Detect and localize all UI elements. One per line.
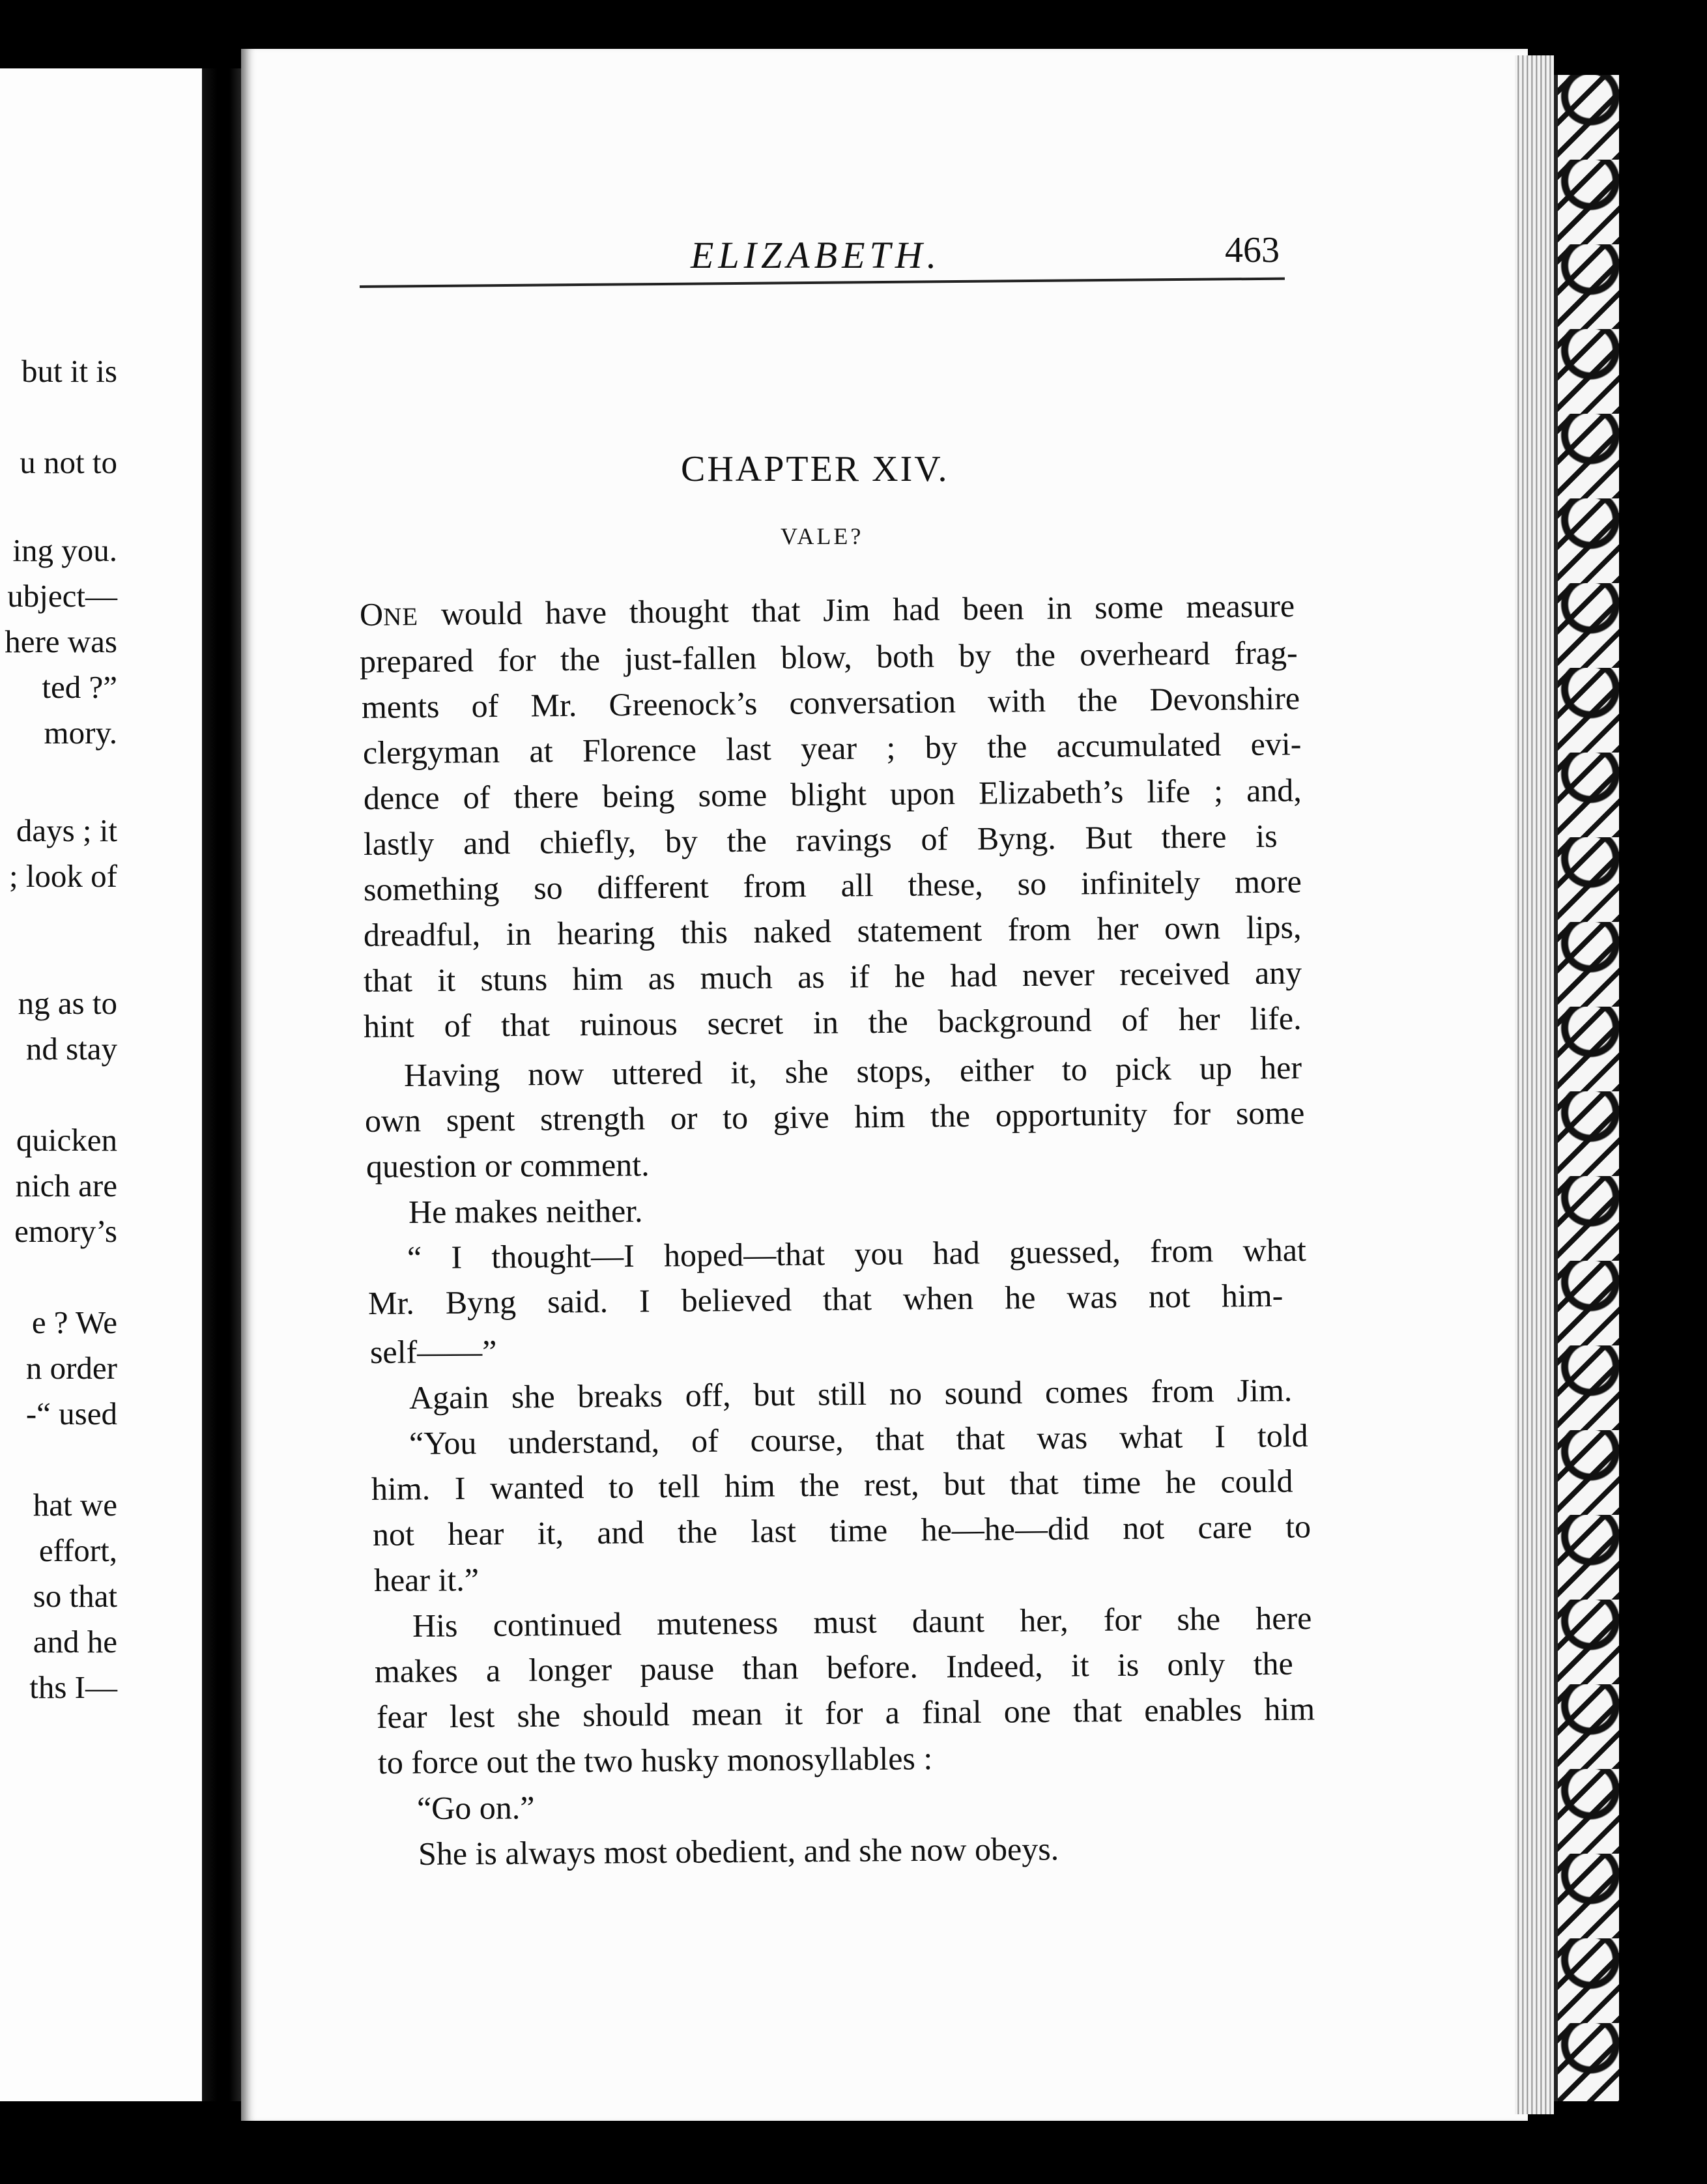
body-line: lastly and chiefly, by the ravings of Byng. But there is (363, 817, 1278, 862)
previous-page-line: quicken (16, 1122, 117, 1158)
body-line: “ I thought—I hoped—that you had guessed, from what (407, 1231, 1307, 1276)
body-line: Having now uttered it, she stops, either to pick up her (403, 1048, 1302, 1093)
body-line: self——” (369, 1332, 497, 1370)
running-title: ELIZABETH. (691, 234, 941, 276)
previous-page-line: mory. (44, 715, 117, 751)
body-line: He makes neither. (408, 1192, 643, 1230)
previous-page-line: ted ?” (42, 669, 117, 705)
previous-page-line: days ; it (16, 812, 117, 848)
previous-page-line: here was (5, 624, 117, 659)
body-line: ments of Mr. Greenock’s conversation with the Devonshire (361, 680, 1300, 725)
body-line: makes a longer pause than before. Indeed, it is only the (374, 1645, 1293, 1689)
body-line (360, 589, 1295, 631)
previous-page-line: ; look of (8, 858, 117, 894)
previous-page-line: and he (33, 1624, 117, 1660)
body-line: hint of that ruinous secret in the background of her life. (363, 999, 1302, 1044)
body-line: not hear it, and the last time he—he—did not care to (372, 1508, 1312, 1553)
previous-page-line: ng as to (18, 985, 117, 1021)
body-line: Again she breaks off, but still no sound comes from Jim. (409, 1372, 1293, 1416)
body-line: clergyman at Florence last year ; by the accumulated evi- (362, 725, 1302, 771)
body-line: His continued muteness must daunt her, for she here (412, 1599, 1312, 1644)
body-line: “Go on.” (416, 1789, 535, 1826)
body-line: “You understand, of course, that that was what I told (409, 1416, 1308, 1461)
previous-page-line: ubject— (7, 578, 117, 614)
body-line: She is always most obedient, and she now obeys. (418, 1830, 1059, 1872)
previous-page-line: nich are (15, 1168, 117, 1203)
previous-page-line: effort, (38, 1532, 117, 1568)
previous-page-line: ing you. (12, 532, 117, 568)
previous-page-line: e ? We (31, 1304, 117, 1340)
body-line: hear it.” (373, 1561, 480, 1598)
body-line: that it stuns him as much as if he had never received any (363, 954, 1302, 999)
previous-page-line: but it is (21, 353, 117, 389)
body-line-text: would have thought that Jim had been in some measure (418, 587, 1295, 633)
body-line: dence of there being some blight upon Elizabeth’s life ; and, (363, 771, 1302, 816)
previous-page-line: ths I— (29, 1669, 117, 1705)
body-line: own spent strength or to give him the opportunity for some (364, 1094, 1305, 1139)
previous-page-line: u not to (20, 444, 117, 480)
previous-page-line: hat we (33, 1487, 117, 1523)
chapter-title: CHAPTER XIV. (681, 449, 949, 489)
body-line: to force out the two husky monosyllables : (377, 1740, 933, 1781)
body-line: him. I wanted to tell him the rest, but that time he could (371, 1462, 1293, 1507)
previous-page-line: so that (33, 1578, 117, 1614)
chapter-subtitle: VALE? (781, 523, 864, 549)
body-line: question or comment. (366, 1146, 650, 1185)
body-line: fear lest she should mean it for a final one that enables him (376, 1690, 1315, 1735)
body-line: Mr. Byng said. I believed that when he was not him- (367, 1276, 1284, 1321)
previous-page-line: -“ used (25, 1396, 117, 1431)
previous-page-line: nd stay (25, 1031, 117, 1067)
body-line: dreadful, in hearing this naked statement from her own lips, (363, 908, 1302, 953)
body-line: something so different from all these, so infinitely more (363, 863, 1302, 908)
previous-page-line: emory’s (14, 1213, 117, 1249)
previous-page-line: n order (25, 1350, 117, 1386)
page-number: 463 (1225, 230, 1280, 270)
body-line: prepared for the just-fallen blow, both by the overheard frag- (359, 634, 1298, 680)
drop-word: ONE (359, 596, 419, 633)
